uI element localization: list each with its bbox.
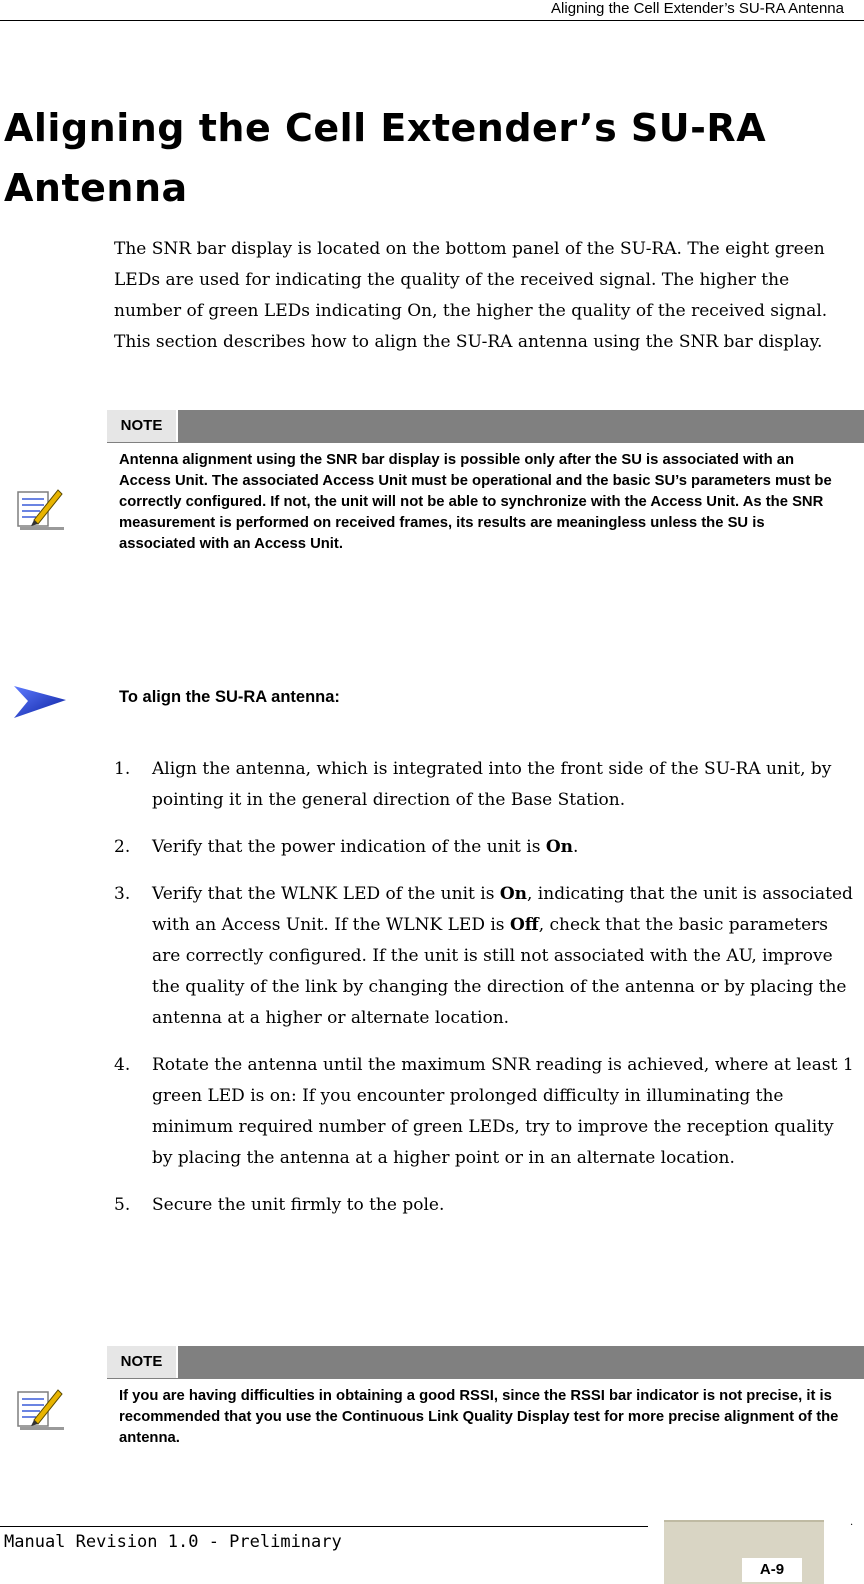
note-pencil-icon xyxy=(14,1384,66,1436)
step-number: 5. xyxy=(114,1195,131,1215)
list-item xyxy=(114,879,854,1034)
step-text: Align the antenna, which is integrated into the front side of the SU-RA unit, by pointing it in the general direction of the Base Station. xyxy=(152,759,832,810)
list-item xyxy=(114,1050,854,1174)
intro-paragraph: The SNR bar display is located on the bottom panel of the SU-RA. The eight green LEDs are used for indicating the quality of the received signal. The higher the number of green LEDs indicating On, the higher the quality of the received signal. This section describes how to align the SU-RA antenna using the SNR bar display. xyxy=(114,239,828,352)
note-label: NOTE xyxy=(107,410,178,442)
note-header-bar xyxy=(107,1346,864,1379)
list-item xyxy=(114,832,854,863)
note-text: Antenna alignment using the SNR bar display is possible only after the SU is associated with an Access Unit. The associated Access Unit must be operational and the basic SU’s parameters must be correctly configured. If not, the unit will not be able to synchronize with the Access Unit. As the SNR measurement is performed on received frames, its results are meaningless unless the SU is associated with an Access Unit. xyxy=(119,452,832,552)
note-label: NOTE xyxy=(107,1346,178,1378)
list-item xyxy=(114,1190,854,1221)
note-pencil-icon xyxy=(14,484,66,536)
page-title-line2: Antenna xyxy=(4,166,188,210)
step-emphasis: On xyxy=(499,884,527,904)
step-text: , check that the basic parameters are correctly configured. If the unit is still not associated with the AU, improve the quality of the link by changing the direction of the antenna or by placing the antenna at a higher or alternate location. xyxy=(152,915,847,1028)
step-emphasis: On xyxy=(545,837,573,857)
step-text: Secure the unit firmly to the pole. xyxy=(152,1195,445,1215)
step-text: Rotate the antenna until the maximum SNR reading is achieved, where at least 1 green LED is on: If you encounter prolonged difficulty in illuminating the minimum required number of green LEDs, try to improve the reception quality by placing the antenna at a higher point or in an alternate location. xyxy=(152,1055,854,1168)
step-emphasis: Off xyxy=(509,915,539,935)
step-text: Verify that the WLNK LED of the unit is xyxy=(152,884,500,904)
step-number: 3. xyxy=(114,884,131,904)
step-text: , indicating that the unit is associated with an Access Unit. If the WLNK LED is xyxy=(152,884,853,935)
header-rule xyxy=(0,20,864,21)
procedure-heading: To align the SU-RA antenna: xyxy=(119,688,340,706)
note-text: If you are having difficulties in obtaining a good RSSI, since the RSSI bar indicator is not precise, it is recommended that you use the Continuous Link Quality Display test for more precise alignment of the antenna. xyxy=(119,1388,839,1446)
page-title xyxy=(4,98,854,218)
procedure-arrow-icon xyxy=(12,684,68,720)
corner-mark: . xyxy=(850,1517,854,1528)
procedure-steps xyxy=(114,754,854,1237)
footer-rule xyxy=(0,1526,648,1527)
step-text: Verify that the power indication of the unit is xyxy=(152,837,546,857)
step-number: 4. xyxy=(114,1055,131,1075)
running-header: Aligning the Cell Extender’s SU-RA Antenna xyxy=(551,0,844,17)
footer-revision: Manual Revision 1.0 - Preliminary xyxy=(4,1532,342,1552)
note-header-bar xyxy=(107,410,864,443)
page-number-box xyxy=(664,1520,824,1584)
list-item xyxy=(114,754,854,816)
page-title-line1: Aligning the Cell Extender’s SU-RA xyxy=(4,106,767,150)
step-number: 1. xyxy=(114,759,131,779)
step-text: . xyxy=(573,837,579,857)
page-number: A-9 xyxy=(742,1558,802,1582)
step-number: 2. xyxy=(114,837,131,857)
